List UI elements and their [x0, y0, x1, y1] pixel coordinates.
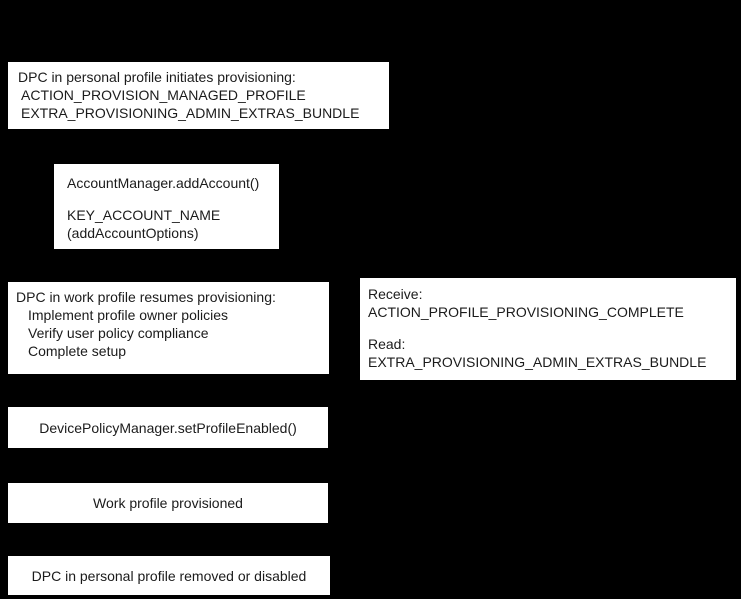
add-account-options-line: (addAccountOptions)	[67, 225, 199, 241]
add-account-call-line: AccountManager.addAccount()	[67, 175, 260, 191]
flow-box-set-profile-enabled	[8, 407, 328, 448]
resume-step-implement: Implement profile owner policies	[28, 307, 228, 323]
initiate-extra-line: EXTRA_PROVISIONING_ADMIN_EXTRAS_BUNDLE	[21, 105, 360, 121]
read-label-line: Read:	[368, 336, 406, 352]
receive-label-line: Receive:	[368, 286, 423, 302]
resume-title-line: DPC in work profile resumes provisioning:	[16, 289, 276, 305]
resume-step-complete: Complete setup	[28, 343, 127, 359]
add-account-key-line: KEY_ACCOUNT_NAME	[67, 207, 221, 223]
dpc-removed-label: DPC in personal profile removed or disabled	[31, 567, 307, 584]
flow-box-work-profile-provisioned	[8, 483, 328, 523]
flow-box-resume-provisioning	[8, 282, 329, 374]
set-profile-enabled-label: DevicePolicyManager.setProfileEnabled()	[39, 419, 297, 436]
flow-box-dpc-removed	[8, 556, 330, 595]
initiate-title-line: DPC in personal profile initiates provisioning:	[18, 69, 296, 85]
resume-step-verify: Verify user policy compliance	[28, 325, 209, 341]
receive-action-line: ACTION_PROFILE_PROVISIONING_COMPLETE	[368, 304, 684, 320]
flow-box-initiate-provisioning	[8, 62, 389, 129]
flow-box-add-account	[54, 164, 279, 249]
work-profile-provisioned-label: Work profile provisioned	[93, 495, 243, 511]
flow-box-receive-complete	[360, 278, 736, 380]
initiate-action-line: ACTION_PROVISION_MANAGED_PROFILE	[21, 87, 306, 103]
read-extra-line: EXTRA_PROVISIONING_ADMIN_EXTRAS_BUNDLE	[368, 354, 707, 370]
